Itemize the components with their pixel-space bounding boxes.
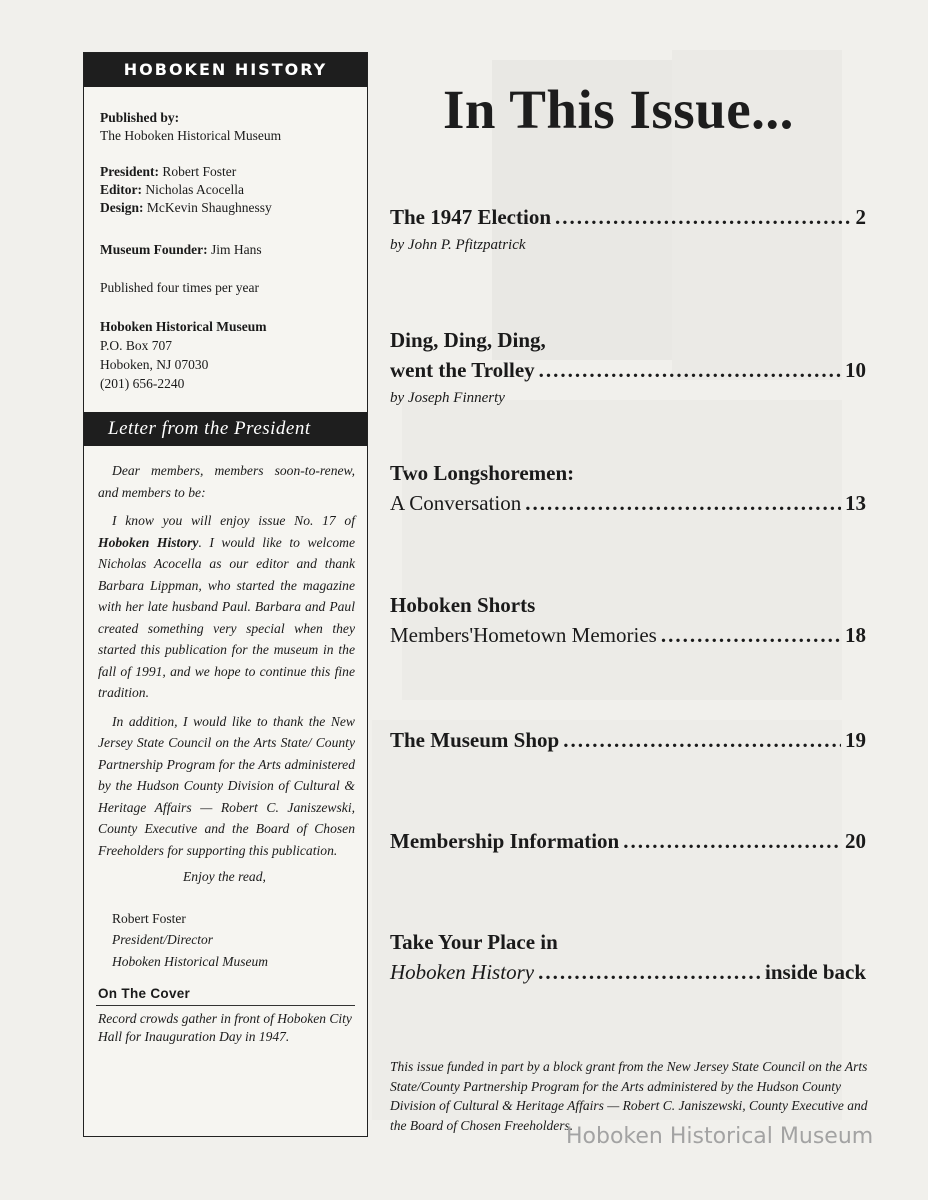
toc-title-line2: Hoboken History bbox=[390, 960, 535, 984]
toc-entry-museum-shop[interactable] bbox=[390, 725, 866, 755]
toc-leader bbox=[563, 725, 841, 755]
magazine-name: Hoboken History bbox=[98, 534, 199, 550]
president-label: President: bbox=[100, 164, 159, 179]
cover-title: On The Cover bbox=[98, 986, 191, 1001]
watermark: Hoboken Historical Museum bbox=[566, 1124, 874, 1149]
address-city: Hoboken, NJ 07030 bbox=[100, 357, 209, 372]
toc-entry-longshoremen[interactable] bbox=[390, 458, 866, 518]
founder-line bbox=[84, 241, 367, 259]
toc-leader bbox=[555, 202, 852, 232]
founder-name: Jim Hans bbox=[211, 242, 262, 257]
toc-leader bbox=[538, 957, 761, 987]
editor-label: Editor: bbox=[100, 182, 142, 197]
toc-author: by Joseph Finnerty bbox=[390, 390, 505, 406]
toc-title: The 1947 Election bbox=[390, 205, 551, 229]
toc-page: inside back bbox=[765, 960, 866, 984]
funding-note: This issue funded in part by a block grant from the New Jersey State Council on the Arts State/County Partnership Program for the Arts administered by the Hudson County Division of Cultural & Heritage Affairs — Robert C. Janiszewski, County Executive and the Board of Chosen Freeholders. bbox=[390, 1059, 868, 1133]
toc-entry-membership[interactable] bbox=[390, 826, 866, 856]
toc-leader bbox=[525, 488, 841, 518]
letter-paragraph-2: In addition, I would like to thank the New Jersey State Council on the Arts State/ County Partnership Program for the Arts administered by the Hudson County Division of Cultural & Heritage Affairs — Robert C. Janiszewski, County Executive and the Board of Chosen Freeholders for supporting this publication. bbox=[98, 713, 355, 858]
letter-paragraph-1 bbox=[98, 510, 355, 704]
letter-p1-start: I know you will enjoy issue No. 17 of bbox=[112, 513, 355, 528]
toc-entry-take-your-place[interactable] bbox=[390, 927, 866, 987]
address-po-box: P.O. Box 707 bbox=[100, 338, 173, 353]
president-name: Robert Foster bbox=[162, 164, 237, 179]
toc-entry-election[interactable] bbox=[390, 202, 866, 256]
address-block bbox=[84, 317, 367, 393]
toc-title-line2: A Conversation bbox=[390, 491, 522, 515]
editor-name: Nicholas Acocella bbox=[145, 182, 244, 197]
toc-title-line2: went the Trolley bbox=[390, 358, 535, 382]
address-phone: (201) 656-2240 bbox=[100, 376, 185, 391]
letter-body bbox=[84, 460, 367, 888]
toc-page: 19 bbox=[845, 728, 866, 752]
letter-salutation: Dear members, members soon-to-renew, and members to be: bbox=[98, 463, 355, 500]
toc-page: 13 bbox=[845, 491, 866, 515]
toc-page: 20 bbox=[845, 829, 866, 853]
publisher-block bbox=[84, 109, 367, 145]
toc-title-line1: Ding, Ding, Ding, bbox=[390, 328, 546, 352]
signer-org: Hoboken Historical Museum bbox=[112, 953, 268, 969]
toc-page: 10 bbox=[845, 358, 866, 382]
letter-heading: Letter from the President bbox=[84, 412, 367, 446]
toc-leader bbox=[539, 355, 841, 385]
address-name: Hoboken Historical Museum bbox=[100, 319, 267, 334]
toc-page: 2 bbox=[855, 205, 866, 229]
staff-block bbox=[84, 163, 367, 217]
published-by-label: Published by: bbox=[100, 110, 180, 125]
toc-leader bbox=[623, 826, 841, 856]
toc-title-line2: Members'Hometown Memories bbox=[390, 623, 657, 647]
toc-entry-hoboken-shorts[interactable] bbox=[390, 590, 866, 650]
toc-title: The Museum Shop bbox=[390, 728, 560, 752]
masthead-sidebar bbox=[83, 52, 368, 1137]
toc-page: 18 bbox=[845, 623, 866, 647]
toc-title-line1: Two Longshoremen: bbox=[390, 461, 575, 485]
toc-entry-trolley[interactable] bbox=[390, 325, 866, 409]
signer-title: President/Director bbox=[112, 932, 213, 947]
publisher-name: The Hoboken Historical Museum bbox=[100, 128, 282, 143]
toc-title-line1: Hoboken Shorts bbox=[390, 593, 536, 617]
toc-title: Membership Information bbox=[390, 829, 620, 853]
sidebar-header: HOBOKEN HISTORY bbox=[84, 53, 367, 87]
toc-title-line1: Take Your Place in bbox=[390, 930, 558, 954]
page-title: In This Issue... bbox=[443, 79, 794, 140]
cover-caption: Record crowds gather in front of Hoboken City Hall for Inauguration Day in 1947. bbox=[98, 1011, 352, 1044]
designer-name: McKevin Shaughnessy bbox=[146, 200, 272, 215]
signature-block bbox=[84, 908, 367, 973]
letter-closing: Enjoy the read, bbox=[183, 869, 266, 884]
signer-name: Robert Foster bbox=[112, 910, 186, 926]
frequency-text: Published four times per year bbox=[100, 280, 259, 295]
design-label: Design: bbox=[100, 200, 144, 215]
founder-label: Museum Founder: bbox=[100, 242, 208, 257]
toc-leader bbox=[661, 620, 841, 650]
cover-section bbox=[84, 986, 367, 1046]
letter-p1-end: . I would like to welcome Nicholas Acocella as our editor and thank Barbara Lippman, who started the magazine with her late husband Paul. Barbara and Paul created something very special when they started this publication for the museum in the fall of 1991, and we hope to continue this fine tradition. bbox=[98, 534, 356, 700]
toc-author: by John P. Pfitzpatrick bbox=[390, 237, 526, 253]
